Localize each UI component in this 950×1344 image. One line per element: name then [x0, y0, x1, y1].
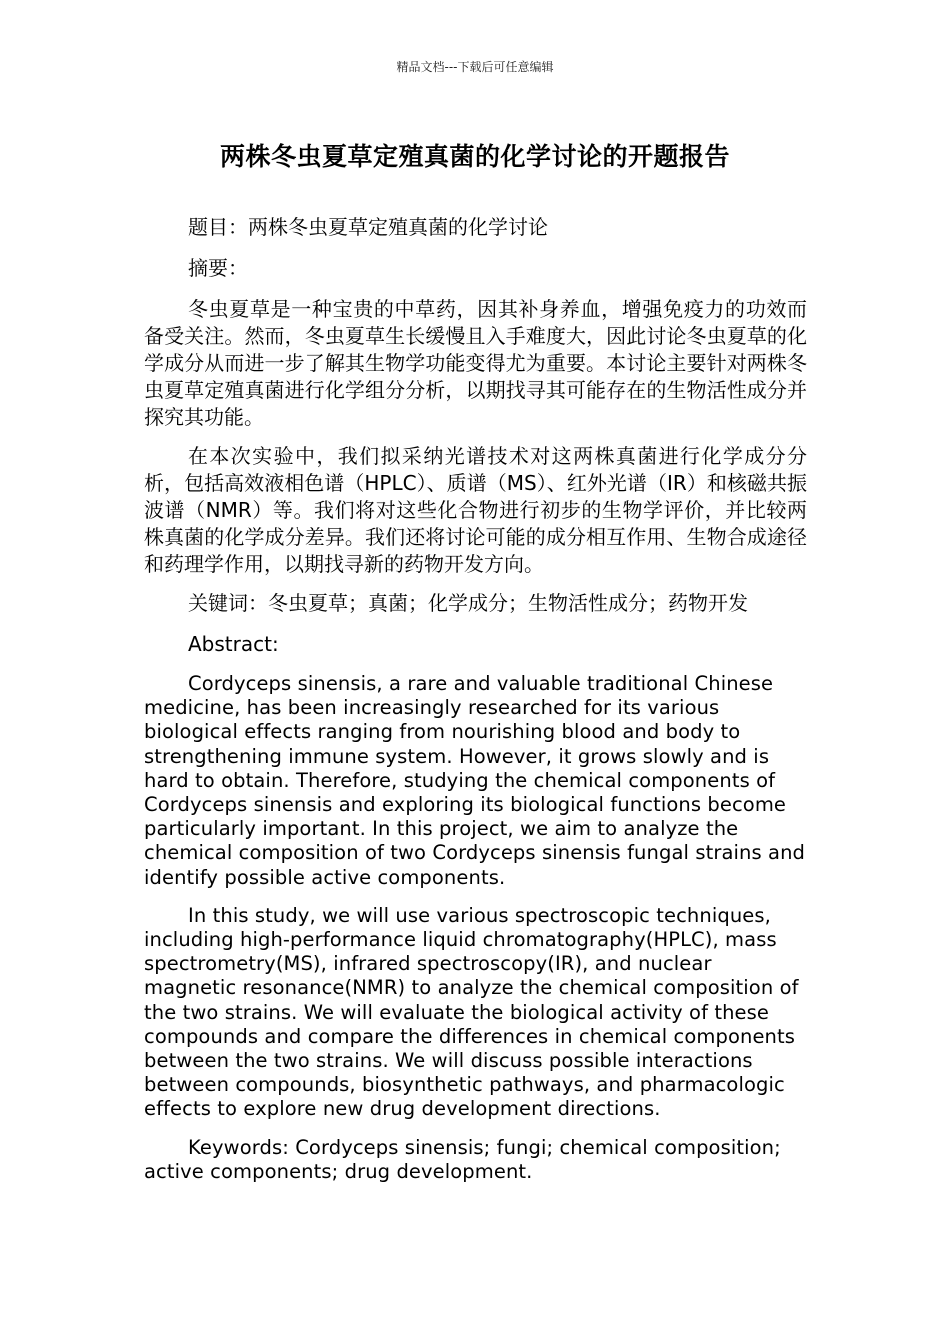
- topic-line: 题目：两株冬虫夏草定殖真菌的化学讨论: [188, 215, 548, 239]
- abstract-cn-paragraph-2: 在本次实验中，我们拟采纳光谱技术对这两株真菌进行化学成分分析，包括高效液相色谱（HPLC）、质谱（MS）、红外光谱（IR）和核磁共振波谱（NMR）等。我们将对这些化合物进行初步的生物学评价，并比较两株真菌的化学成分差异。我们还将讨论可能的成分相互作用、生物合成途径和药理学作用，以期找寻新的药物开发方向。: [144, 444, 807, 576]
- keywords-cn: 关键词：冬虫夏草；真菌；化学成分；生物活性成分；药物开发: [188, 591, 748, 615]
- abstract-cn-paragraph-1: 冬虫夏草是一种宝贵的中草药，因其补身养血，增强免疫力的功效而备受关注。然而，冬虫夏草生长缓慢且入手难度大，因此讨论冬虫夏草的化学成分从而进一步了解其生物学功能变得尤为重要。本讨论主要针对两株冬虫夏草定殖真菌进行化学组分分析，以期找寻其可能存在的生物活性成分并探究其功能。: [144, 297, 807, 429]
- abstract-cn-label: 摘要：: [188, 256, 248, 280]
- keywords-en: Keywords: Cordyceps sinensis; fungi; chemical composition; active components; drug development.: [144, 1135, 781, 1183]
- header-note: 精品文档---下载后可任意编辑: [396, 60, 554, 74]
- abstract-en-paragraph-1: Cordyceps sinensis, a rare and valuable traditional Chinese medicine, has been increasingly researched for its various biological effects ranging from nourishing blood and body to strengthening immune system. However, it grows slowly and is hard to obtain. Therefore, studying the chemical components of Cordyceps sinensis and exploring its biological functions become particularly important. In this project, we aim to analyze the chemical composition of two Cordyceps sinensis fungal strains and identify possible active components.: [144, 672, 806, 889]
- document-title: 两株冬虫夏草定殖真菌的化学讨论的开题报告: [219, 142, 730, 171]
- abstract-en-label: Abstract:: [188, 632, 279, 656]
- abstract-en-paragraph-2: In this study, we will use various spectroscopic techniques, including high-performance liquid chromatography(HPLC), mass spectrometry(MS), infrared spectroscopy(IR), and nuclear magnetic resonance(NMR) to analyze the chemical composition of the two strains. We will evaluate the biological activity of these compounds and compare the differences in chemical components between the two strains. We will discuss possible interactions between compounds, biosynthetic pathways, and pharmacologic effects to explore new drug development directions.: [144, 903, 799, 1121]
- document-body: [144, 214, 807, 1184]
